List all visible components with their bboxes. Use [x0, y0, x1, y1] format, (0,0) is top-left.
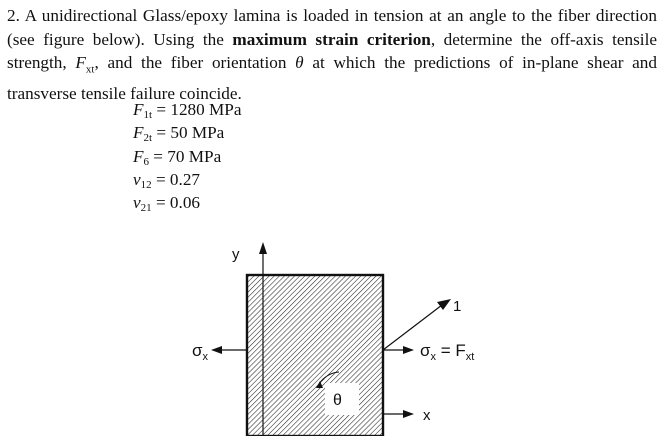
x-axis-arrowhead [403, 410, 414, 418]
lamina-hatching [247, 275, 383, 436]
y-axis-label: y [232, 246, 240, 263]
y-axis-arrowhead [259, 242, 267, 254]
param-symbol: ν [133, 193, 141, 213]
right-stress-label: $\sigma_x = F_{xt}$ [420, 341, 475, 363]
right-stress-arrowhead [403, 346, 414, 354]
fiber-axis [383, 305, 442, 350]
param-value: = 50 MPa [152, 123, 225, 143]
problem-mid2: , and the fiber orientation [94, 53, 296, 73]
param-subscript: 21 [140, 202, 152, 215]
param-value: = 0.06 [151, 193, 201, 213]
strength-subscript: xt [85, 63, 95, 76]
param-symbol: F [133, 123, 144, 143]
fiber-axis-label: 1 [453, 298, 462, 315]
param-subscript: 6 [143, 155, 149, 168]
param-value: = 70 MPa [149, 146, 222, 166]
strength-symbol: F [75, 53, 86, 73]
problem-outro: at which the predictions of in-plane shear and transverse tensile failure coincide. [7, 53, 657, 104]
theta-backdrop [325, 383, 359, 415]
fiber-axis-arrowhead [437, 299, 451, 310]
problem-number: 2. [7, 6, 20, 25]
x-axis-label: x [423, 407, 431, 424]
left-stress-label: $\sigma_x$ [192, 341, 208, 363]
param-subscript: 12 [140, 178, 152, 191]
param-symbol: F [133, 100, 144, 119]
param-symbol: F [133, 146, 144, 166]
problem-mid: , determine the off-axis tensile strength, [7, 29, 657, 73]
criterion-name: maximum strain criterion [232, 29, 431, 49]
param-value: = 1280 MPa [152, 100, 242, 119]
param-value: = 0.27 [151, 169, 201, 189]
param-subscript: 2t [143, 132, 153, 145]
angle-label: θ [333, 392, 342, 409]
param-subscript: 1t [143, 109, 153, 121]
problem-intro: A unidirectional Glass/epoxy lamina is loaded in tension at an angle to the fiber direction (see figure below). Using the [7, 6, 657, 49]
theta-symbol: θ [295, 53, 304, 73]
left-stress-arrowhead [211, 346, 222, 354]
param-symbol: ν [133, 169, 141, 189]
